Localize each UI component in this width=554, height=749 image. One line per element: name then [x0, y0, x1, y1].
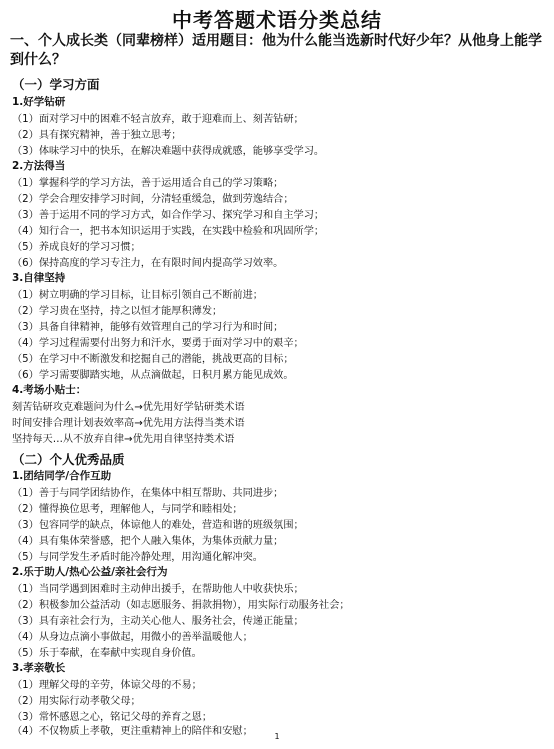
group-title: 3.自律坚持 — [12, 272, 66, 284]
list-item: （3）体味学习中的快乐，在解决难题中获得成就感，能够享受学习。 — [12, 146, 325, 157]
tip-line: 时间安排合理计划表效率高→优先用方法得当类术语 — [12, 418, 245, 429]
list-item: （2）懂得换位思考，理解他人，与同学和睦相处； — [12, 504, 243, 515]
list-item: （3）常怀感恩之心，铭记父母的养育之恩； — [12, 712, 213, 723]
list-item: （4）具有集体荣誉感，把个人融入集体，为集体贡献力量； — [12, 536, 284, 547]
list-item: （1）面对学习中的困难不轻言放弃，敢于迎难而上、刻苦钻研； — [12, 114, 304, 125]
group-title: 2.方法得当 — [12, 160, 66, 172]
list-item: （3）具备自律精神，能够有效管理自己的学习行为和时间； — [12, 322, 284, 333]
list-item: （1）善于与同学团结协作，在集体中相互帮助、共同进步； — [12, 488, 284, 499]
group-title: 4.考场小贴士： — [12, 384, 87, 396]
list-item: （2）用实际行动孝敬父母； — [12, 696, 141, 707]
list-item: （3）包容同学的缺点，体谅他人的难处，营造和谐的班级氛围； — [12, 520, 304, 531]
list-item: （5）乐于奉献，在奉献中实现自身价值。 — [12, 648, 202, 659]
list-item: （5）与同学发生矛盾时能冷静处理，用沟通化解冲突。 — [12, 552, 263, 563]
list-item: （1）掌握科学的学习方法，善于运用适合自己的学习策略； — [12, 178, 284, 189]
tip-line: 刻苦钻研攻克难题问为什么→优先用好学钻研类术语 — [12, 402, 245, 413]
list-item: （6）保持高度的学习专注力，在有限时间内提高学习效率。 — [12, 258, 284, 269]
section-heading: （二）个人优秀品质 — [12, 452, 125, 467]
list-item: （3）具有亲社会行为，主动关心他人、服务社会，传递正能量； — [12, 616, 304, 627]
list-item: （4）知行合一，把书本知识运用于实践，在实践中检验和巩固所学； — [12, 226, 325, 237]
list-item: （5）在学习中不断激发和挖掘自己的潜能，挑战更高的目标； — [12, 354, 294, 365]
chapter-heading: 一、个人成长类（同辈榜样）适用题目：他为什么能当选新时代好少年？从他身上能学到什么？ — [10, 33, 542, 68]
list-item: （2）学习贵在坚持，持之以恒才能厚积薄发； — [12, 306, 223, 317]
list-item: （3）善于运用不同的学习方式，如合作学习、探究学习和自主学习； — [12, 210, 325, 221]
tip-line: 坚持每天…从不放弃自律→优先用自律坚持类术语 — [12, 434, 235, 445]
list-item: （2）具有探究精神，善于独立思考； — [12, 130, 182, 141]
group-title: 1.好学钻研 — [12, 96, 66, 108]
list-item: （4）从身边点滴小事做起，用微小的善举温暖他人； — [12, 632, 253, 643]
list-item: （1）当同学遇到困难时主动伸出援手，在帮助他人中收获快乐； — [12, 584, 304, 595]
list-item: （6）学习需要脚踏实地，从点滴做起，日积月累方能见成效。 — [12, 370, 294, 381]
list-item: （1）树立明确的学习目标，让目标引领自己不断前进； — [12, 290, 263, 301]
page-number: 1 — [274, 732, 280, 741]
list-item: （4）学习过程需要付出努力和汗水，要勇于面对学习中的艰辛； — [12, 338, 304, 349]
group-title: 2.乐于助人/热心公益/亲社会行为 — [12, 566, 168, 578]
list-item: （2）学会合理安排学习时间，分清轻重缓急，做到劳逸结合； — [12, 194, 294, 205]
list-item: （2）积极参加公益活动（如志愿服务、捐款捐物），用实际行动服务社会； — [12, 600, 350, 611]
list-item: （4）不仅物质上孝敬，更注重精神上的陪伴和安慰； — [12, 726, 253, 737]
list-item: （1）理解父母的辛劳，体谅父母的不易； — [12, 680, 202, 691]
section-heading: （一）学习方面 — [12, 77, 100, 92]
group-title: 1.团结同学/合作互助 — [12, 470, 112, 482]
group-title: 3.孝亲敬长 — [12, 662, 66, 674]
list-item: （5）养成良好的学习习惯； — [12, 242, 141, 253]
document-title: 中考答题术语分类总结 — [172, 8, 382, 32]
